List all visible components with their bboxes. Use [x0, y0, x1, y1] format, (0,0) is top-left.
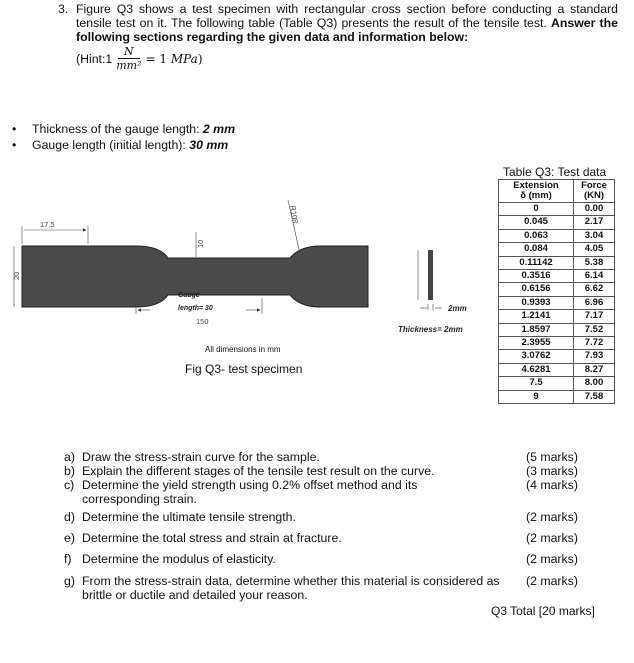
hint-close: ) — [197, 52, 203, 66]
bullet-label: Thickness of the gauge length: — [32, 122, 203, 136]
force-cell: 6.62 — [574, 283, 615, 296]
dim-17-5: 17.5 — [40, 220, 55, 229]
force-cell: 0.00 — [574, 203, 615, 216]
table-row — [499, 203, 615, 216]
bullet-icon: • — [12, 138, 17, 152]
table-row — [499, 283, 615, 296]
marks: (2 marks) — [526, 510, 578, 524]
table-row — [499, 216, 615, 229]
marks: (4 marks) — [526, 478, 578, 492]
table-header-row — [499, 180, 615, 203]
table-row — [499, 363, 615, 376]
force-cell: 6.96 — [574, 296, 615, 309]
hint-label: (Hint:1 — [76, 52, 113, 66]
table-row — [499, 350, 615, 363]
extension-cell: 9 — [499, 390, 574, 403]
total-marks: Q3 Total [20 marks] — [491, 604, 595, 618]
question-number: 3. — [58, 2, 69, 16]
hint-denominator: mm² — [116, 59, 142, 72]
force-cell: 7.72 — [574, 337, 615, 350]
table-row — [499, 256, 615, 269]
bullet-item — [12, 121, 235, 137]
specimen-drawing — [0, 180, 500, 360]
force-cell: 7.52 — [574, 323, 615, 336]
header-force: Force (KN) — [574, 180, 615, 203]
force-cell: 8.00 — [574, 377, 615, 390]
bullet-label: Gauge length (initial length): — [32, 138, 190, 152]
force-cell: 8.27 — [574, 363, 615, 376]
hint-numerator: N — [118, 46, 140, 59]
bullet-value: 2 mm — [202, 122, 236, 136]
table-row — [499, 310, 615, 323]
hint — [76, 46, 203, 72]
dim-150: 150 — [196, 317, 209, 326]
bullet-value: 30 mm — [189, 138, 229, 152]
extension-cell: 2.3955 — [499, 337, 574, 350]
hint-eq: = 1 — [145, 52, 171, 66]
extension-cell: 0.9393 — [499, 296, 574, 309]
header-extension: Extension δ (mm) — [499, 180, 574, 203]
marks: (2 marks) — [526, 552, 578, 566]
marks: (3 marks) — [526, 464, 578, 478]
marks: (2 marks) — [526, 531, 578, 545]
thickness-label: Thickness= 2mm — [398, 325, 463, 334]
extension-cell: 1.2141 — [499, 310, 574, 323]
marks: (5 marks) — [526, 450, 578, 464]
force-cell: 7.93 — [574, 350, 615, 363]
dim-10: 10 — [196, 239, 205, 248]
dim-20: 20 — [12, 271, 21, 280]
table-row — [499, 243, 615, 256]
all-dimensions-note: All dimensions in mm — [205, 345, 281, 354]
table-row — [499, 337, 615, 350]
force-cell: 7.58 — [574, 390, 615, 403]
table-caption: Table Q3: Test data — [503, 165, 607, 179]
table-row — [499, 323, 615, 336]
bullet-icon: • — [12, 122, 17, 136]
extension-cell: 7.5 — [499, 377, 574, 390]
thickness-bar — [428, 250, 433, 300]
bullet-item — [12, 137, 235, 153]
figure-caption: Fig Q3- test specimen — [185, 362, 303, 376]
table-row — [499, 377, 615, 390]
gauge-label-2: length= 30 — [178, 305, 213, 312]
gauge-label-1: Gauge — [178, 292, 200, 299]
bullet-list — [12, 121, 235, 153]
table-row — [499, 390, 615, 403]
question-body: Figure Q3 shows a test specimen with rectangular cross section before conducting a standard tensile test on it. The following table (Table Q3) presents the result of the tensile test. — [76, 2, 618, 30]
extension-cell: 1.8597 — [499, 323, 574, 336]
dim-r108: R108 — [288, 204, 301, 225]
extension-cell: 0 — [499, 203, 574, 216]
extension-cell: 0.084 — [499, 243, 574, 256]
table-row — [499, 270, 615, 283]
table-row — [499, 229, 615, 242]
marks: (2 marks) — [526, 574, 578, 588]
force-cell: 3.04 — [574, 229, 615, 242]
extension-cell: 0.3516 — [499, 270, 574, 283]
hint-unit: MPa — [170, 52, 198, 66]
force-cell: 2.17 — [574, 216, 615, 229]
extension-cell: 0.063 — [499, 229, 574, 242]
extension-cell: 0.11142 — [499, 256, 574, 269]
force-cell: 4.05 — [574, 243, 615, 256]
extension-cell: 0.6156 — [499, 283, 574, 296]
dim-2mm: 2mm — [448, 304, 467, 313]
question-text — [58, 2, 618, 44]
hint-fraction — [116, 46, 141, 72]
force-cell: 5.38 — [574, 256, 615, 269]
test-data-table — [498, 179, 615, 404]
extension-cell: 3.0762 — [499, 350, 574, 363]
force-cell: 7.17 — [574, 310, 615, 323]
extension-cell: 4.6281 — [499, 363, 574, 376]
extension-cell: 0.045 — [499, 216, 574, 229]
table-row — [499, 296, 615, 309]
hint-equation — [146, 52, 203, 66]
question-instruction: Answer the following sections regarding the given data and information below: — [76, 16, 618, 44]
force-cell: 6.14 — [574, 270, 615, 283]
